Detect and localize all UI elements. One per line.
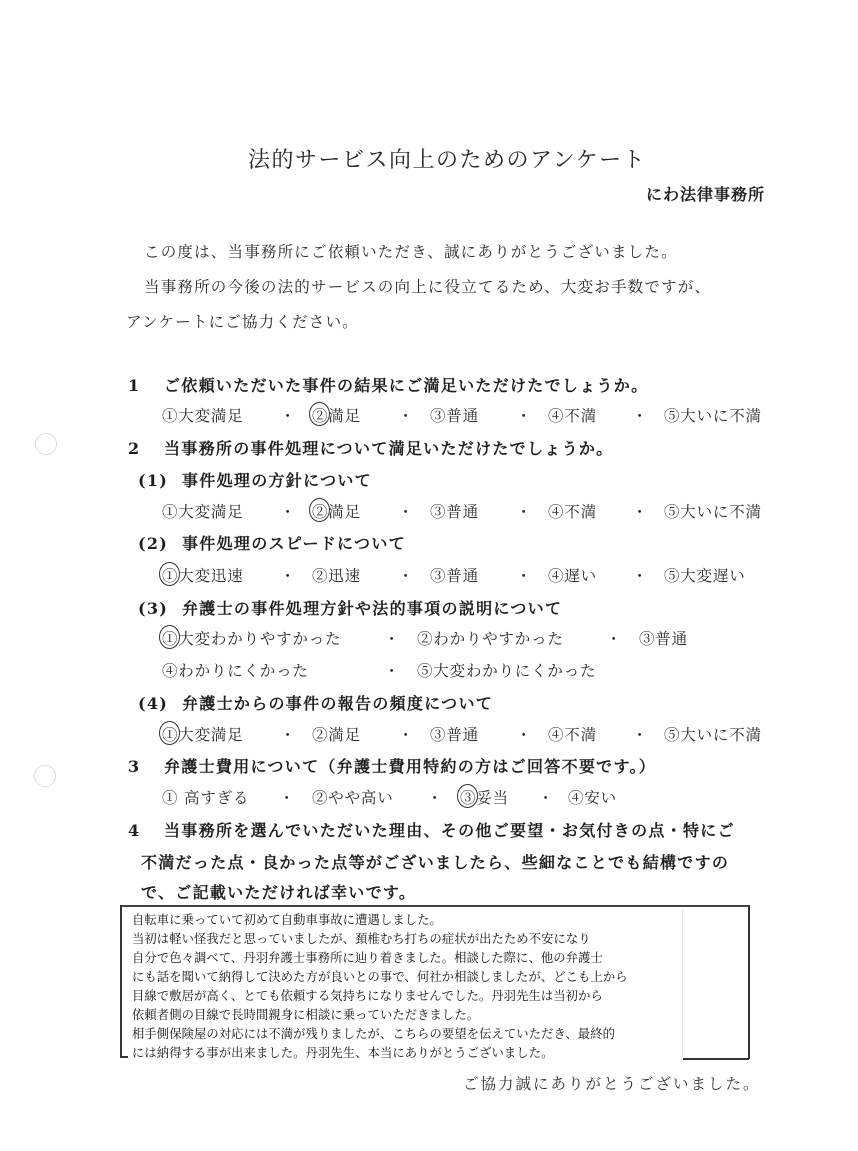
option-4[interactable]: ④不満: [548, 503, 597, 521]
option-2-selected[interactable]: ②満足: [312, 404, 382, 426]
separator: ・: [537, 789, 555, 807]
answer-line-4: にも話を聞いて納得して決めた方が良いとの事で、何社か相談しましたが、どこも上から: [132, 970, 628, 984]
option-4[interactable]: ④遅い: [548, 567, 597, 585]
subquestion-number: (4): [138, 694, 169, 713]
separator: ・: [515, 567, 533, 585]
separator: ・: [631, 726, 649, 744]
separator: ・: [631, 567, 649, 585]
separator: ・: [397, 567, 415, 585]
subquestion-text: 事件処理のスピードについて: [182, 534, 406, 553]
question-number: 4: [128, 821, 141, 840]
answer-line-5: 目線で敷居が高く、とても依頼する気持ちになりませんでした。丹羽先生は当初から: [132, 989, 603, 1003]
question-text-line-1: 当事務所を選んでいただいた理由、その他ご要望・お気付きの点・特にご: [164, 821, 735, 840]
option-1-selected[interactable]: ①大変迅速: [162, 564, 264, 586]
option-2[interactable]: ②迅速: [312, 567, 361, 585]
subquestion-text: 弁護士の事件処理方針や法的事項の説明について: [182, 599, 563, 618]
option-5[interactable]: ⑤大変遅い: [664, 567, 746, 585]
question-number: 1: [128, 376, 141, 395]
separator: ・: [397, 407, 415, 425]
option-2-selected[interactable]: ②満足: [312, 500, 382, 522]
answer-box-inner-line: [682, 910, 683, 1056]
separator: ・: [515, 726, 533, 744]
answer-box-border-right: [748, 905, 750, 1059]
law-firm-name: にわ法律事務所: [646, 185, 766, 204]
option-5[interactable]: ⑤大いに不満: [664, 407, 762, 425]
separator: ・: [278, 789, 296, 807]
subquestion-text: 弁護士からの事件の報告の頻度について: [182, 694, 494, 713]
option-1-selected[interactable]: ①大変わかりやすかった: [162, 627, 367, 649]
separator: ・: [631, 503, 649, 521]
separator: ・: [426, 789, 444, 807]
subquestion-2-1-options: [162, 500, 762, 522]
question-number: 2: [128, 439, 141, 458]
subquestion-number: (2): [138, 534, 169, 553]
subquestion-number: (1): [138, 471, 169, 490]
survey-title: 法的サービス向上のためのアンケート: [248, 148, 647, 173]
option-1-selected[interactable]: ①大変満足: [162, 723, 264, 745]
subquestion-2-3-options-row-2: [162, 659, 596, 681]
option-3-selected[interactable]: ③妥当: [460, 786, 524, 808]
separator: ・: [279, 726, 297, 744]
separator: ・: [279, 503, 297, 521]
question-3-options: [162, 786, 617, 808]
answer-line-2: 当初は軽い怪我だと思っていましたが、頚椎むち打ちの症状が出たため不安になり: [132, 932, 591, 946]
punch-hole-mark: [35, 433, 57, 455]
question-1-options: [162, 404, 762, 426]
separator: ・: [631, 407, 649, 425]
question-text: ご依頼いただいた事件の結果にご満足いただけたでしょうか。: [164, 376, 649, 395]
option-4[interactable]: ④わかりにくかった: [162, 662, 309, 680]
option-3[interactable]: ③普通: [430, 407, 479, 425]
subquestion-number: (3): [138, 599, 169, 618]
subquestion-2-4-options: [162, 723, 762, 745]
option-3[interactable]: ③普通: [639, 630, 688, 648]
option-3[interactable]: ③普通: [430, 726, 479, 744]
subquestion-2-1: [138, 468, 372, 491]
option-4[interactable]: ④安い: [568, 789, 617, 807]
answer-line-8: には納得する事が出来ました。丹羽先生、本当にありがとうございました。: [132, 1046, 554, 1060]
punch-hole-mark: [34, 765, 56, 787]
answer-box-border-left: [120, 905, 122, 1057]
separator: ・: [397, 503, 415, 521]
answer-box-border-bottom: [683, 1058, 749, 1060]
subquestion-2-2-options: [162, 564, 746, 586]
intro-line-1: この度は、当事務所にご依頼いただき、誠にありがとうございました。: [144, 243, 678, 261]
option-2[interactable]: ②満足: [312, 726, 361, 744]
question-1: [128, 373, 648, 396]
option-5[interactable]: ⑤大変わかりにくかった: [417, 662, 597, 680]
question-4: [128, 818, 735, 841]
option-2[interactable]: ②わかりやすかった: [417, 630, 564, 648]
subquestion-2-2: [138, 531, 406, 554]
answer-line-6: 依頼者側の目線で長時間親身に相談に乗っていただきました。: [132, 1008, 480, 1022]
question-3: [128, 754, 656, 777]
separator: ・: [279, 567, 297, 585]
separator: ・: [515, 503, 533, 521]
question-number: 3: [128, 757, 141, 776]
subquestion-2-4: [138, 691, 493, 714]
answer-line-7: 相手側保険屋の対応には不満が残りましたが、こちらの要望を伝えていただき、最終的: [132, 1027, 615, 1041]
option-4[interactable]: ④不満: [548, 726, 597, 744]
separator: ・: [605, 630, 623, 648]
separator: ・: [383, 630, 401, 648]
separator: ・: [397, 726, 415, 744]
subquestion-text: 事件処理の方針について: [182, 471, 372, 490]
separator: ・: [383, 662, 401, 680]
option-2[interactable]: ②やや高い: [312, 789, 394, 807]
option-1[interactable]: ① 高すぎる: [162, 789, 250, 807]
separator: ・: [279, 407, 297, 425]
answer-box-border-top: [120, 905, 749, 907]
option-3[interactable]: ③普通: [430, 503, 479, 521]
option-5[interactable]: ⑤大いに不満: [664, 503, 762, 521]
option-3[interactable]: ③普通: [430, 567, 479, 585]
option-4[interactable]: ④不満: [548, 407, 597, 425]
question-4-text-line-3: で、ご記載いただければ幸いです。: [141, 883, 417, 902]
separator: ・: [515, 407, 533, 425]
intro-line-3: アンケートにご協力ください。: [126, 313, 359, 331]
subquestion-2-3-options-row-1: [162, 627, 688, 649]
closing-thanks: ご協力誠にありがとうございました。: [463, 1075, 761, 1093]
option-1[interactable]: ①大変満足: [162, 407, 244, 425]
question-text: 当事務所の事件処理について満足いただけたでしょうか。: [164, 439, 614, 458]
subquestion-2-3: [138, 596, 562, 619]
answer-box-border-corner: [120, 1056, 128, 1058]
option-1[interactable]: ①大変満足: [162, 503, 244, 521]
answer-line-3: 自分で色々調べて、丹羽弁護士事務所に辿り着きました。相談した際に、他の弁護士: [132, 951, 603, 965]
option-5[interactable]: ⑤大いに不満: [664, 726, 762, 744]
answer-line-1: 自転車に乗っていて初めて自動車事故に遭遇しました。: [132, 913, 442, 927]
intro-line-2: 当事務所の今後の法的サービスの向上に役立てるため、大変お手数ですが、: [144, 278, 712, 296]
question-4-text-line-2: 不満だった点・良かった点等がございましたら、些細なことでも結構ですの: [141, 853, 730, 872]
question-2: [128, 436, 613, 459]
question-text: 弁護士費用について（弁護士費用特約の方はご回答不要です。）: [164, 757, 657, 776]
